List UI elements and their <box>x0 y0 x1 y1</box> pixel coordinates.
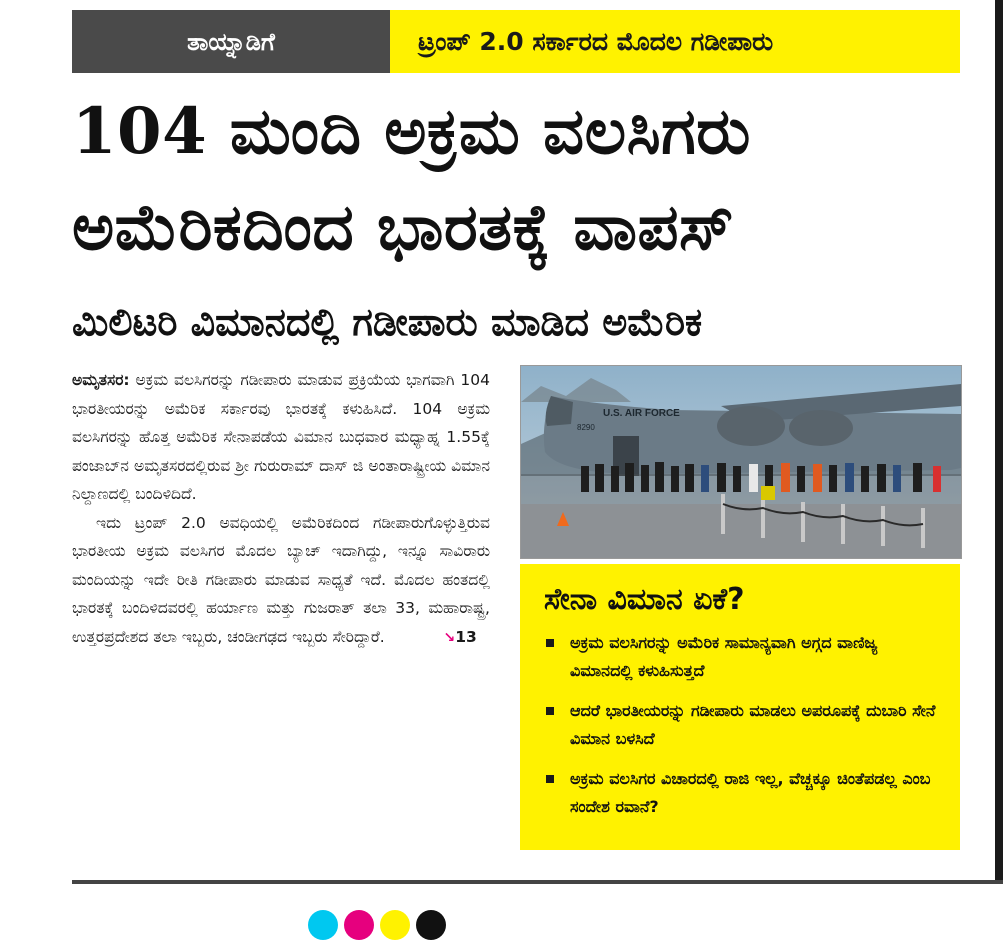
sidebar-item <box>544 765 944 821</box>
continued-on-page[interactable] <box>390 628 477 646</box>
news-photo-aircraft <box>520 365 962 559</box>
dateline: ಅಮೃತಸರ: <box>72 371 130 389</box>
bottom-rule <box>72 880 1003 884</box>
fuselage-text: U.S. AIR FORCE <box>603 408 680 419</box>
sidebar-item-text: ಅಕ್ರಮ ವಲಸಿಗರ ವಿಚಾರದಲ್ಲಿ ರಾಜಿ ಇಲ್ಲ, ವೆಚ್ಚಕ್ಕೂ ಚಿಂತೆಪಡಲ್ಲ ಎಂಬ ಸಂದೇಶ ರವಾನೆ? <box>570 769 931 816</box>
paragraph-1-text: ಅಕ್ರಮ ವಲಸಿಗರನ್ನು ಗಡೀಪಾರು ಮಾಡುವ ಪ್ರಕ್ರಿಯೆಯ ಭಾಗವಾಗಿ 104 ಭಾರತೀಯರನ್ನು ಅಮೆರಿಕ ಸರ್ಕಾರವು ಭಾರತಕ್ಕೆ ಕಳುಹಿಸಿದೆ. 104 ಅಕ್ರಮ ವಲಸಿಗರನ್ನು ಹೊತ್ತ ಅಮೆರಿಕ ಸೇನಾಪಡೆಯ ವಿಮಾನ ಬುಧವಾರ ಮಧ್ಯಾಹ್ನ 1.55ಕ್ಕೆ ಪಂಜಾಬ್‌ನ ಅಮೃತಸರದಲ್ಲಿರುವ ಶ್ರೀ ಗುರುರಾಮ್ ದಾಸ್ ಜಿ ಅಂತಾರಾಷ್ಟ್ರೀಯ ವಿಮಾನ ನಿಲ್ದಾಣದಲ್ಲಿ ಬಂದಿಳಿದಿದೆ. <box>72 371 490 503</box>
cyan-mark <box>308 910 338 940</box>
paragraph-2-text: ಇದು ಟ್ರಂಪ್ 2.0 ಅವಧಿಯಲ್ಲಿ ಅಮೆರಿಕದಿಂದ ಗಡೀಪಾರುಗೊಳ್ಳುತ್ತಿರುವ ಭಾರತೀಯ ಅಕ್ರಮ ವಲಸಿಗರ ಮೊದಲ ಬ್ಯಾಚ್ ಇದಾಗಿದ್ದು, ಇನ್ನೂ ಸಾವಿರಾರು ಮಂದಿಯನ್ನು ಇದೇ ರೀತಿ ಗಡೀಪಾರು ಮಾಡುವ ಸಾಧ್ಯತೆ ಇದೆ. ಮೊದಲ ಹಂತದಲ್ಲಿ ಭಾರತಕ್ಕೆ ಬಂದಿಳಿದವರಲ್ಲಿ ಹರ್ಯಾಣ ಮತ್ತು ಗುಜರಾತ್ ತಲಾ 33, ಮಹಾರಾಷ್ಟ್ರ, ಉತ್ತರಪ್ರದೇಶದ ತಲಾ ಇಬ್ಬರು, ಚಂಡೀಗಢದ ಇಬ್ಬರು ಸೇರಿದ್ದಾರೆ. <box>72 513 490 646</box>
tarmac <box>521 504 961 558</box>
sidebar-item <box>544 697 944 753</box>
yellow-mark <box>380 910 410 940</box>
continue-arrow-icon: ↘ <box>443 629 456 646</box>
engine-right <box>789 410 853 446</box>
engine-left <box>717 406 785 446</box>
kicker: ಟ್ರಂಪ್ 2.0 ಸರ್ಕಾರದ ಮೊದಲ ಗಡೀಪಾರು <box>390 10 960 73</box>
subheadline: ಮಿಲಿಟರಿ ವಿಮಾನದಲ್ಲಿ ಗಡೀಪಾರು ಮಾಡಿದ ಅಮೆರಿಕ <box>72 300 703 344</box>
headline-line-1: 104 ಮಂದಿ ಅಕ್ರಮ ವಲಸಿಗರು <box>72 94 751 169</box>
square-bullet-icon <box>546 707 554 715</box>
headline-line-2: ಅಮೆರಿಕದಿಂದ ಭಾರತಕ್ಕೆ ವಾಪಸ್ <box>72 190 735 265</box>
continued-page-number: 13 <box>455 627 477 646</box>
sidebar-box <box>520 564 960 850</box>
sidebar-item-text: ಆದರೆ ಭಾರತೀಯರನ್ನು ಗಡೀಪಾರು ಮಾಡಲು ಅಪರೂಪಕ್ಕೆ ದುಬಾರಿ ಸೇನೆ ವಿಮಾನ ಬಳಸಿದೆ <box>570 701 936 748</box>
article-paragraph-1 <box>72 366 490 509</box>
magenta-mark <box>344 910 374 940</box>
header-bar <box>72 10 960 73</box>
tail-number: 8290 <box>577 423 595 432</box>
article-paragraph-2 <box>72 509 490 653</box>
square-bullet-icon <box>546 639 554 647</box>
sidebar-item <box>544 629 944 685</box>
print-registration-marks <box>308 910 446 940</box>
section-label: ತಾಯ್ನಾಡಿಗೆ <box>72 10 390 73</box>
square-bullet-icon <box>546 775 554 783</box>
sidebar-title: ಸೇನಾ ವಿಮಾನ ಏಕೆ? <box>544 582 745 617</box>
article-body <box>72 366 490 652</box>
headline <box>72 84 972 276</box>
sidebar-list <box>544 629 944 821</box>
black-mark <box>416 910 446 940</box>
aircraft-photo-illustration <box>521 366 961 558</box>
page-edge-strip <box>995 0 1003 880</box>
sidebar-item-text: ಅಕ್ರಮ ವಲಸಿಗರನ್ನು ಅಮೆರಿಕ ಸಾಮಾನ್ಯವಾಗಿ ಅಗ್ಗದ ವಾಣಿಜ್ಯ ವಿಮಾನದಲ್ಲಿ ಕಳುಹಿಸುತ್ತದೆ <box>570 633 878 680</box>
